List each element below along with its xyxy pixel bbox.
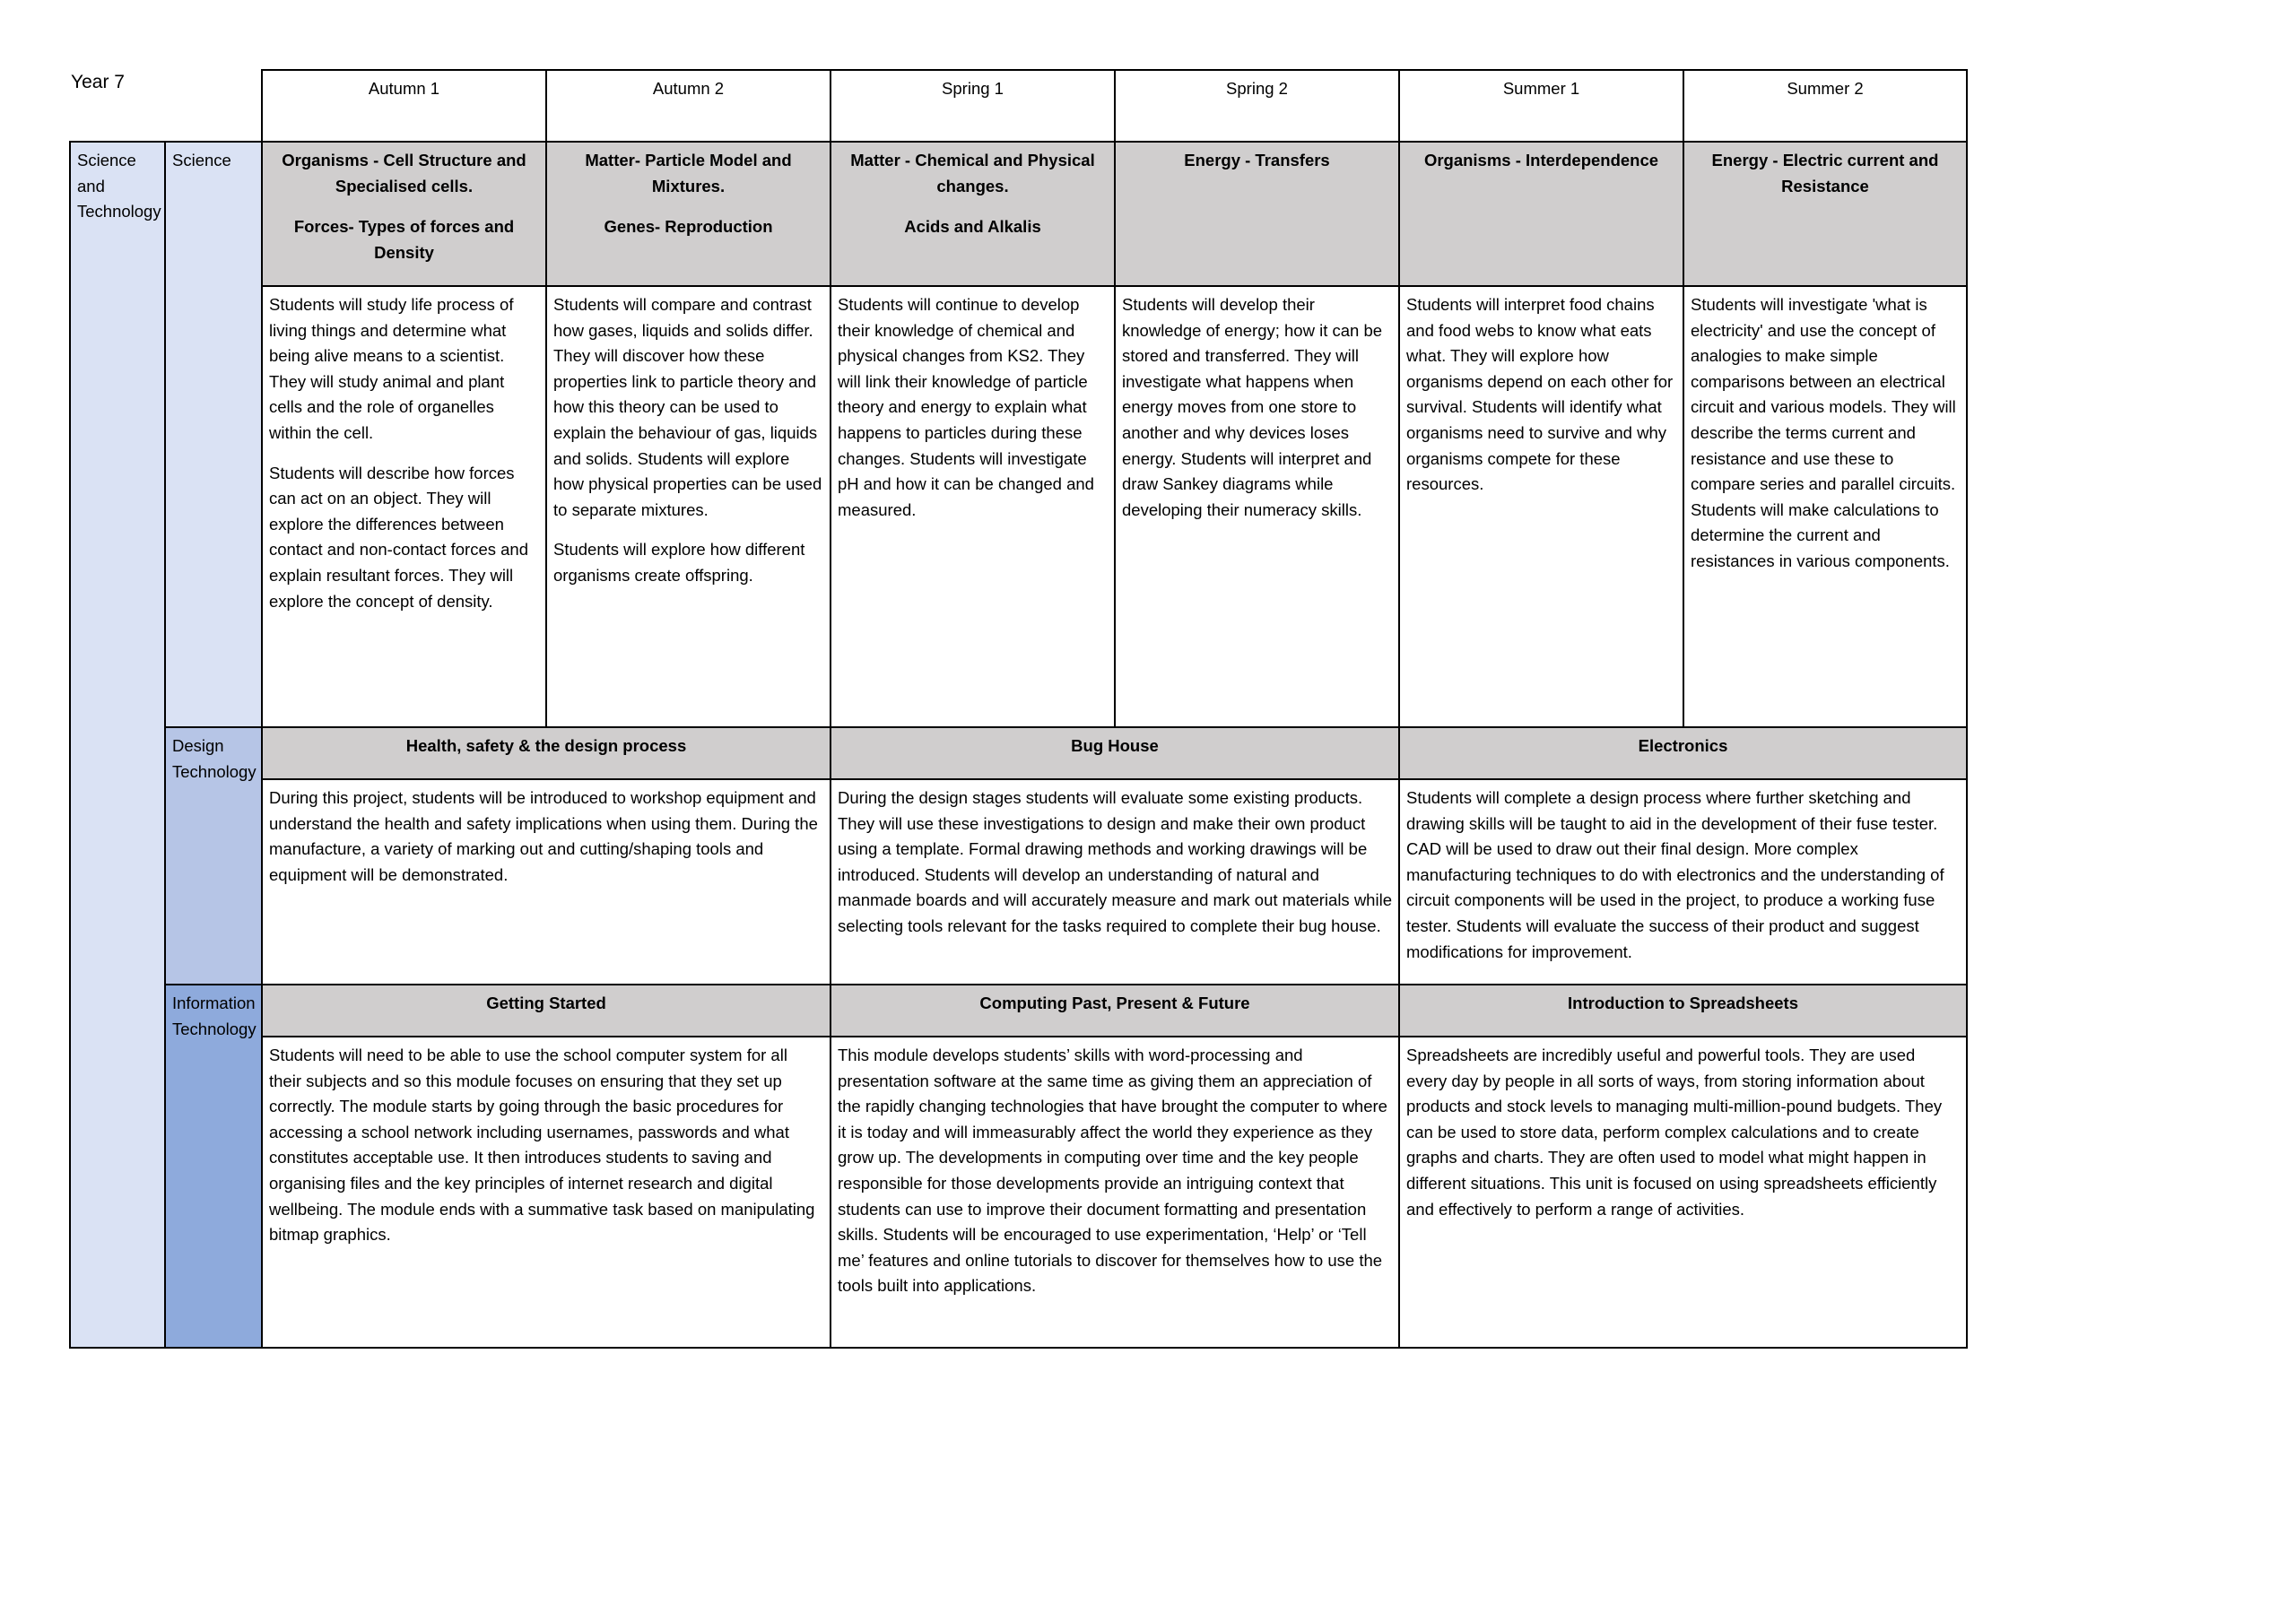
topic-line: Matter- Particle Model and Mixtures. — [585, 151, 792, 195]
science-topic-summer-2 — [1683, 142, 1967, 286]
science-description-summer-1 — [1399, 286, 1683, 727]
science-description-row — [70, 286, 1967, 727]
it-topic-row — [70, 985, 1967, 1037]
dt-topic-spring: Bug House — [831, 727, 1399, 779]
science-topic-autumn-1 — [262, 142, 546, 286]
topic-line: Energy - Electric current and Resistance — [1711, 151, 1939, 195]
it-topic-summer: Introduction to Spreadsheets — [1399, 985, 1967, 1037]
term-header-spring-1: Spring 1 — [831, 70, 1115, 142]
faculty-label: Science and Technology — [70, 142, 165, 1348]
science-description-autumn-2 — [546, 286, 831, 727]
dt-description-spring: During the design stages students will evaluate some existing products. They will use these investigations to design and make their own product using a template. Formal drawing methods and working drawings will be introduced. Students will develop an understanding of natural and manmade boards and will accurately measure and mark out materials while selecting tools relevant for the tasks required to complete their bug house. — [831, 779, 1399, 985]
it-topic-spring: Computing Past, Present & Future — [831, 985, 1399, 1037]
topic-line: Genes- Reproduction — [604, 217, 773, 237]
year-label: Year 7 — [71, 72, 125, 92]
term-header-autumn-1: Autumn 1 — [262, 70, 546, 142]
it-description-autumn: Students will need to be able to use the school computer system for all their subjects and so this module focuses on ensuring that they set up correctly. The module starts by going through the basic procedures for accessing a school network including usernames, passwords and what constitutes acceptable use. It then introduces students to saving and organising files and the key principles of internet research and digital wellbeing. The module ends with a summative task based on manipulating bitmap graphics. — [262, 1037, 831, 1348]
science-description-autumn-1 — [262, 286, 546, 727]
description-paragraph: Students will develop their knowledge of energy; how it can be stored and transferred. They will investigate what happens when energy moves from one store to another and why devices loses energy. Students will interpret and draw Sankey diagrams while developing their numeracy skills. — [1122, 295, 1383, 519]
science-topic-row — [70, 142, 1967, 286]
description-paragraph: Students will explore how different organisms create offspring. — [553, 540, 805, 585]
it-description-row — [70, 1037, 1967, 1348]
topic-line: Organisms - Cell Structure and Specialised cells. — [282, 151, 526, 195]
science-description-spring-2 — [1115, 286, 1399, 727]
it-description-spring: This module develops students’ skills with word-processing and presentation software at the same time as giving them an appreciation of the rapidly changing technologies that have brought the computer to where it is today and will immeasurably affect the world they experience as they grow up. The developments in computing over time and the key people responsible for those developments provide an intriguing context that students can use to improve their document formatting and presentation skills. Students will be encouraged to use experimentation, ‘Help’ or ‘Tell me’ features and online tutorials to discover for themselves how to use the tools built into applications. — [831, 1037, 1399, 1348]
curriculum-table — [69, 69, 1968, 1349]
it-topic-autumn: Getting Started — [262, 985, 831, 1037]
dt-description-row — [70, 779, 1967, 985]
dt-description-autumn: During this project, students will be introduced to workshop equipment and understand the health and safety implications when using them. During the manufacture, a variety of marking out and cutting/shaping tools and equipment will be demonstrated. — [262, 779, 831, 985]
dt-description-summer: Students will complete a design process where further sketching and drawing skills will be taught to aid in the development of their fuse tester. CAD will be used to draw out their final design. More complex manufacturing techniques to do with electronics and the understanding of circuit components will be used in the project, to produce a working fuse tester. Students will evaluate the success of their product and suggest modifications for improvement. — [1399, 779, 1967, 985]
description-paragraph: Students will continue to develop their knowledge of chemical and physical changes from KS2. They will link their knowledge of particle theory and energy to explain what happens to particles during these changes. Students will investigate pH and how it can be changed and measured. — [838, 295, 1094, 519]
description-paragraph: Students will study life process of living things and determine what being alive means to a scientist. They will study animal and plant cells and the role of organelles within the cell. — [269, 295, 514, 442]
topic-line: Energy - Transfers — [1184, 151, 1330, 169]
term-header-summer-2: Summer 2 — [1683, 70, 1967, 142]
topic-line: Organisms - Interdependence — [1423, 151, 1659, 169]
description-paragraph: Students will describe how forces can act on an object. They will explore the differences between contact and non-contact forces and explain resultant forces. They will explore the concept of density. — [269, 463, 528, 611]
topic-line: Matter - Chemical and Physical changes. — [850, 151, 1095, 195]
science-topic-spring-2 — [1115, 142, 1399, 286]
dt-topic-autumn: Health, safety & the design process — [262, 727, 831, 779]
description-paragraph: Students will interpret food chains and food webs to know what eats what. They will explore how organisms depend on each other for survival. Students will identify what organisms need to survive and why organisms compete for these resources. — [1406, 295, 1674, 494]
subject-label-information-technology: Information Technology — [165, 985, 262, 1348]
term-header-autumn-2: Autumn 2 — [546, 70, 831, 142]
term-header-row — [70, 70, 1967, 142]
term-header-spring-2: Spring 2 — [1115, 70, 1399, 142]
science-description-summer-2 — [1683, 286, 1967, 727]
subject-label-science: Science — [165, 142, 262, 727]
description-paragraph: Students will investigate 'what is electricity' and use the concept of analogies to make simple comparisons between an electrical circuit and various models. They will describe the terms current and resistance and use these to compare series and parallel circuits. Students will make calculations to determine the current and resistances in various components. — [1691, 295, 1956, 570]
dt-topic-row — [70, 727, 1967, 779]
it-description-summer: Spreadsheets are incredibly useful and powerful tools. They are used every day by people in all sorts of ways, from storing information about products and stock levels to managing multi-million-pound budgets. They can be used to store data, perform complex calculations and to create graphs and charts. They are often used to model what might happen in different situations. This unit is focused on using spreadsheets efficiently and effectively to perform a range of activities. — [1399, 1037, 1967, 1348]
science-topic-autumn-2 — [546, 142, 831, 286]
dt-topic-summer: Electronics — [1399, 727, 1967, 779]
topic-line: Acids and Alkalis — [904, 217, 1041, 237]
science-description-spring-1 — [831, 286, 1115, 727]
science-topic-spring-1 — [831, 142, 1115, 286]
science-topic-summer-1 — [1399, 142, 1683, 286]
term-header-summer-1: Summer 1 — [1399, 70, 1683, 142]
topic-line: Forces- Types of forces and Density — [293, 217, 515, 262]
description-paragraph: Students will compare and contrast how gases, liquids and solids differ. They will discover how these properties link to particle theory and how this theory can be used to explain the behaviour of gas, liquids and solids. Students will explore how physical properties can be used to separate mixtures. — [553, 295, 822, 519]
header-corner — [70, 70, 262, 142]
subject-label-design-technology: Design Technology — [165, 727, 262, 985]
